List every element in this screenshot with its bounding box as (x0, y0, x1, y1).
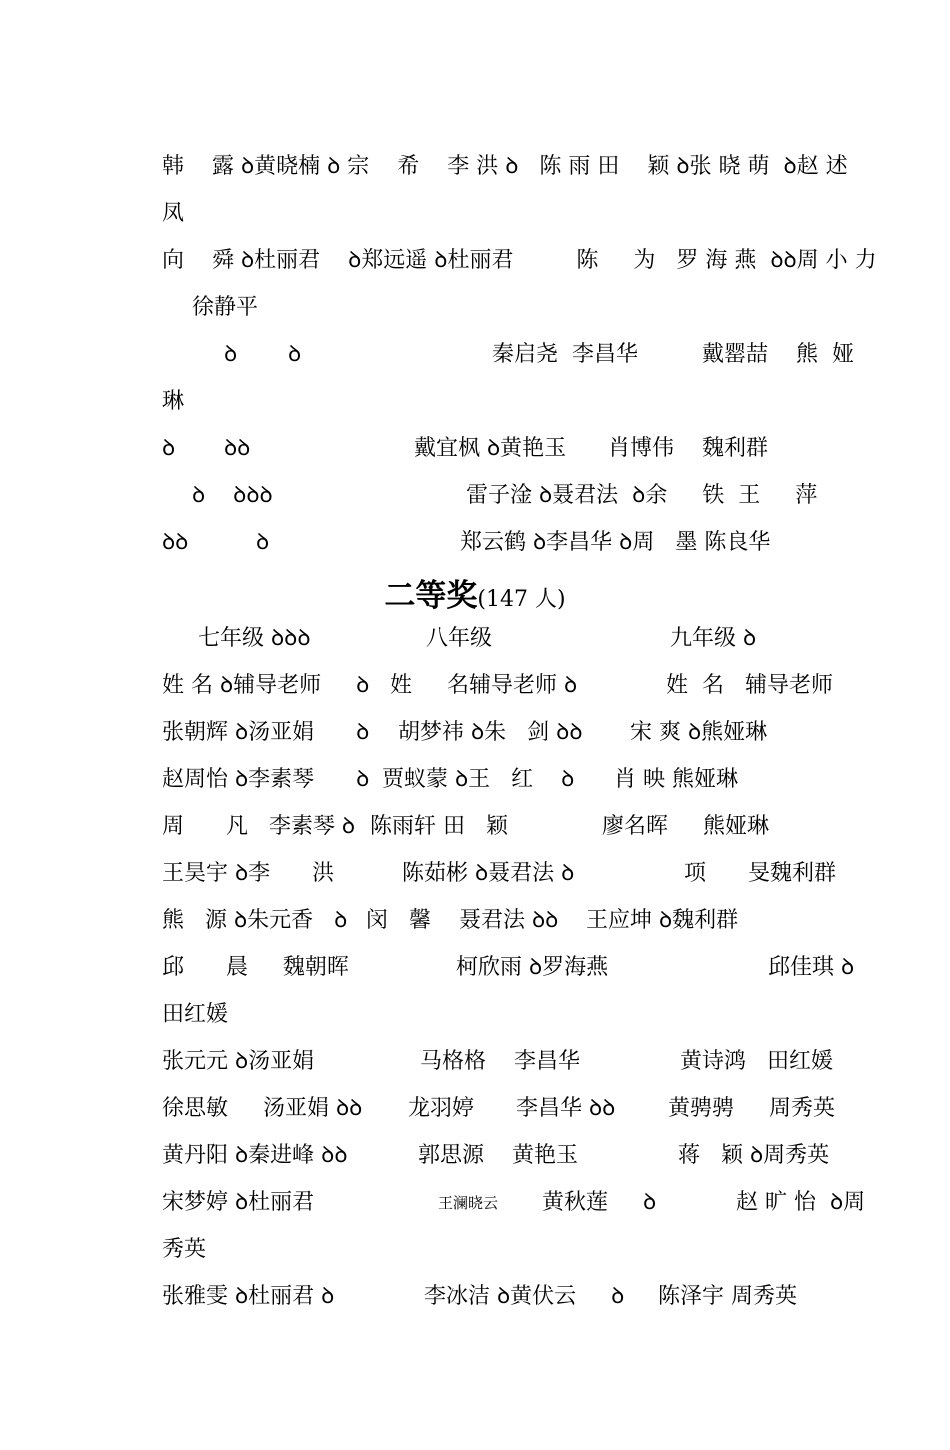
names-text: 戴宜枫 ꝺ黄艳玉 (414, 436, 567, 461)
table-row (162, 763, 738, 797)
table-cell: 黄骋骋 周秀英 (668, 1096, 835, 1121)
table-cell: 黄丹阳 ꝺ秦进峰 ꝺꝺ (162, 1143, 348, 1168)
table-row (162, 904, 739, 938)
table-cell: 胡梦祎 ꝺ朱 剑 ꝺꝺ (398, 720, 583, 745)
table-cell: 邱佳琪 ꝺ (768, 955, 855, 980)
table-cell: 张元元 ꝺ汤亚娟 (162, 1049, 315, 1074)
names-text: 肖博伟 魏利群 (608, 436, 768, 461)
grade-label: 八年级 (426, 626, 493, 651)
marker-text: ꝺ (224, 342, 238, 367)
award-line (162, 479, 818, 513)
table-cell: 黄诗鸿 田红媛 (680, 1049, 833, 1074)
table-cell: 宋 爽 ꝺ熊娅琳 (630, 720, 768, 745)
award-line (162, 385, 190, 419)
award-line (162, 338, 854, 372)
marker-text: ꝺ (288, 342, 302, 367)
names-text: 向 舜 ꝺ杜丽君 ꝺ郑远遥 ꝺ杜丽君 陈 为 罗 海 燕 ꝺꝺ周 小 力 (162, 248, 877, 273)
table-cell: 陈茹彬 ꝺ聂君法 ꝺ (402, 861, 575, 886)
table-row (162, 1045, 833, 1079)
table-row (162, 1233, 207, 1267)
names-text: 徐静平 (192, 295, 259, 320)
table-row (162, 1186, 866, 1220)
table-cell: 廖名晖 熊娅琳 (602, 814, 769, 839)
column-header: 姓 名 辅导老师 (666, 673, 833, 698)
table-row (162, 857, 836, 891)
table-cell: 王应坤 ꝺ魏利群 (586, 908, 739, 933)
names-text: 凤 (162, 201, 185, 226)
names-text: 郑云鹤 ꝺ李昌华 ꝺ周 墨 陈良华 (460, 530, 771, 555)
table-cell: 张雅雯 ꝺ杜丽君 ꝺ (162, 1284, 335, 1309)
table-cell: 王澜晓云 (438, 1194, 499, 1212)
table-cell: 赵周怡 ꝺ李素琴 ꝺ (162, 767, 370, 792)
column-header: 姓 名辅导老师 ꝺ (390, 673, 578, 698)
table-cell: 陈泽宇 周秀英 (658, 1284, 797, 1309)
table-cell: 黄秋莲 ꝺ (542, 1190, 657, 1215)
marker-text: ꝺꝺ (224, 436, 251, 461)
table-cell: 熊 源 ꝺ朱元香 ꝺ (162, 908, 348, 933)
table-cell: 徐思敏 汤亚娟 ꝺꝺ (162, 1096, 363, 1121)
section-heading (0, 574, 950, 618)
column-header: 姓 名 ꝺ辅导老师 ꝺ (162, 673, 370, 698)
names-text: 韩 露 ꝺ黄晓楠 ꝺ 宗 希 李 洪 ꝺ 陈 雨 田 颖 ꝺ张 晓 萌 ꝺ赵 述 (162, 154, 848, 179)
column-header-row (162, 669, 833, 703)
grade-row (162, 622, 757, 656)
award-line (162, 291, 259, 325)
table-cell: 贾蚁蒙 ꝺ王 红 ꝺ (382, 767, 575, 792)
table-row (162, 1139, 830, 1173)
table-row (162, 998, 229, 1032)
marker-text: ꝺꝺ (162, 530, 189, 555)
table-cell: 邱 晨 魏朝晖 (162, 955, 349, 980)
table-cell: 郭思源 黄艳玉 (418, 1143, 578, 1168)
grade-label: 七年级 ꝺꝺꝺ (198, 626, 311, 651)
names-text: 秦启尧 李昌华 (492, 342, 638, 367)
table-cell: 肖 映 熊娅琳 (614, 767, 738, 792)
heading-title: 二等奖 (384, 578, 478, 614)
table-cell: 蒋 颖 ꝺ周秀英 (678, 1143, 830, 1168)
table-cell: 闵 馨 聂君法 ꝺꝺ (366, 908, 559, 933)
table-cell: 王昊宇 ꝺ李 洪 (162, 861, 335, 886)
award-line (162, 526, 771, 560)
award-line (162, 244, 877, 278)
names-text: 雷子淦 ꝺ聂君法 ꝺ余 铁 王 萍 (466, 483, 818, 508)
table-cell: 赵 旷 怡 ꝺ周 (736, 1190, 866, 1215)
heading-count: (147 人) (477, 587, 566, 612)
table-row (162, 1092, 835, 1126)
table-cell: 陈雨轩 田 颖 (370, 814, 508, 839)
marker-text: ꝺ (256, 530, 270, 555)
table-row (162, 951, 855, 985)
table-cell: 马格格 李昌华 (420, 1049, 580, 1074)
names-text: 琳 (162, 389, 185, 414)
award-line (162, 150, 848, 184)
table-cell: 田红媛 (162, 1002, 229, 1027)
award-line (162, 197, 190, 231)
marker-text: ꝺ (162, 436, 176, 461)
names-text: 戴罂喆 熊 娅 (702, 342, 854, 367)
table-cell: 秀英 (162, 1237, 207, 1262)
marker-text: ꝺ ꝺꝺꝺ (192, 483, 273, 508)
table-cell: 柯欣雨 ꝺ罗海燕 (456, 955, 609, 980)
table-row (162, 1280, 797, 1314)
table-cell: 张朝辉 ꝺ汤亚娟 ꝺ (162, 720, 370, 745)
table-cell: 宋梦婷 ꝺ杜丽君 (162, 1190, 315, 1215)
table-cell: 龙羽婷 李昌华 ꝺꝺ (408, 1096, 616, 1121)
table-row (162, 716, 768, 750)
table-cell: 李冰洁 ꝺ黄伏云 ꝺ (424, 1284, 625, 1309)
table-cell: 项 旻魏利群 (684, 861, 836, 886)
table-row (162, 810, 769, 844)
award-line (162, 432, 768, 466)
table-cell: 周 凡 李素琴 ꝺ (162, 814, 356, 839)
grade-label: 九年级 ꝺ (670, 626, 757, 651)
